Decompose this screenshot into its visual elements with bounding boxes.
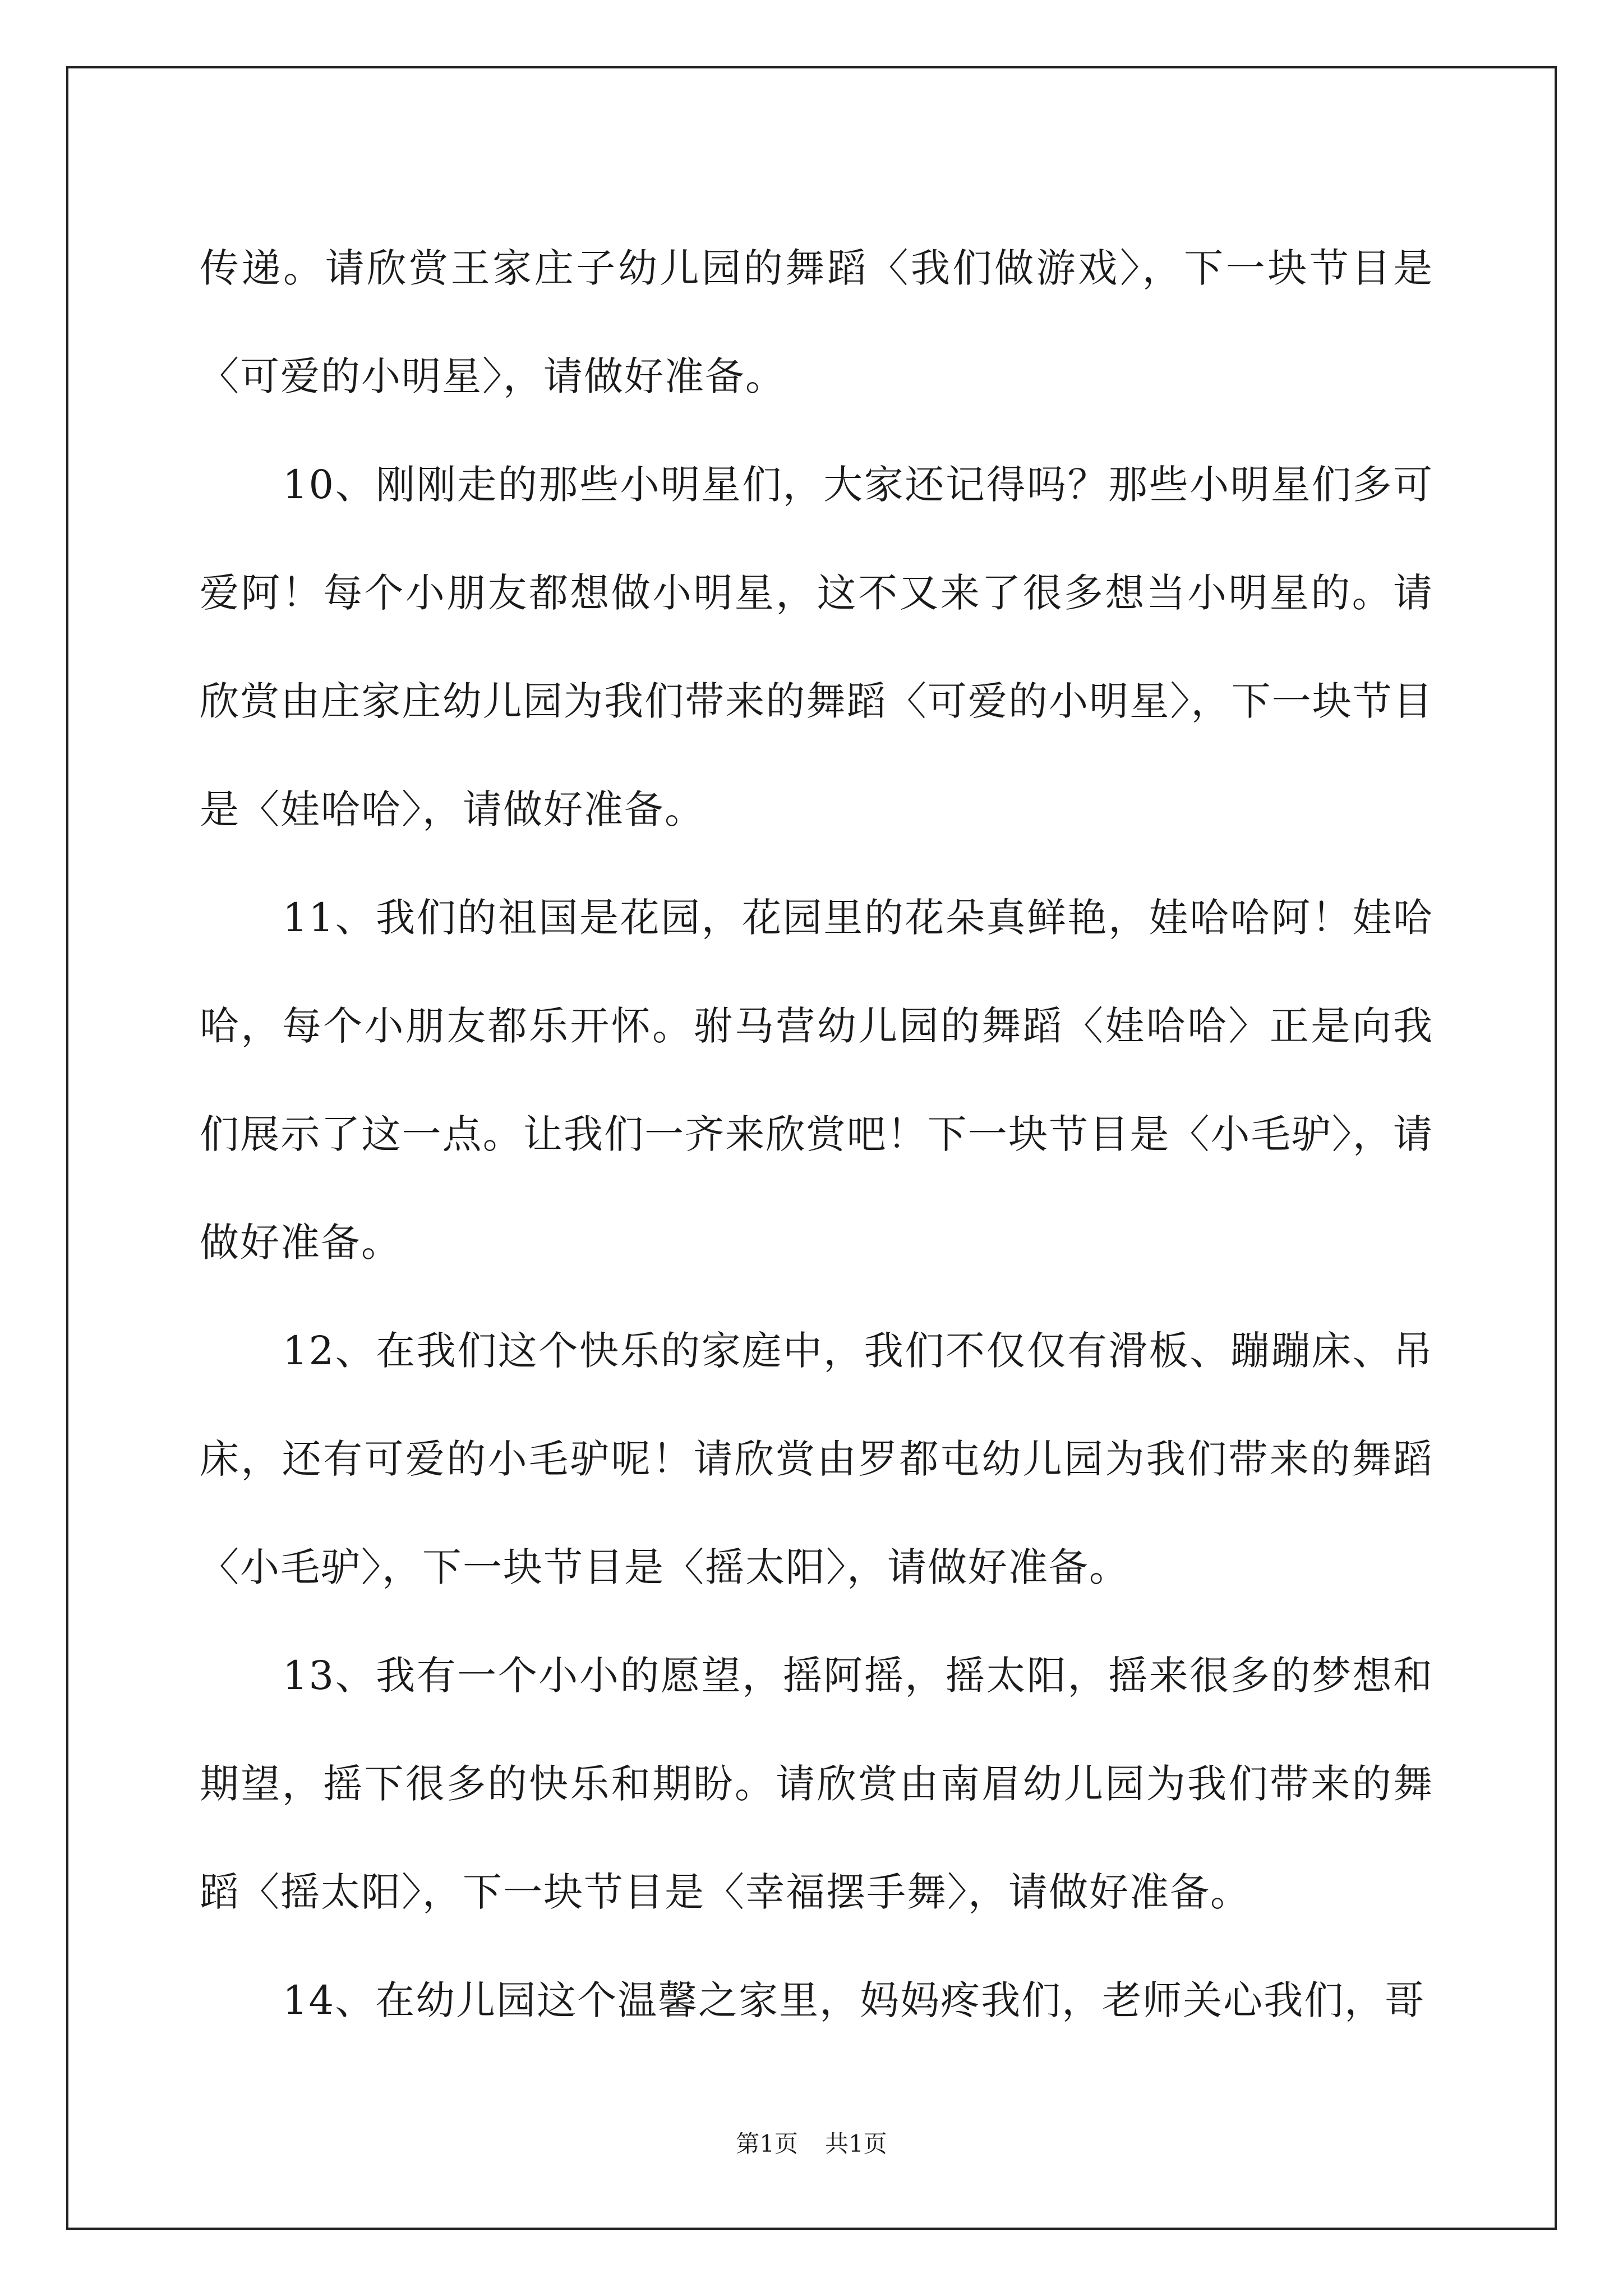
paragraph: 12、在我们这个快乐的家庭中，我们不仅仅有滑板、蹦蹦床、吊床，还有可爱的小毛驴呢！请欣赏由罗都屯幼儿园为我们带来的舞蹈〈小毛驴〉，下一块节目是〈摇太阳〉，请做好准备。 (200, 1328, 1433, 1590)
page-footer (0, 2127, 1623, 2161)
page-number-current: 第1页 (736, 2130, 798, 2157)
paragraph: 11、我们的祖国是花园，花园里的花朵真鲜艳，娃哈哈阿！娃哈哈，每个小朋友都乐开怀。驸马营幼儿园的舞蹈〈娃哈哈〉正是向我们展示了这一点。让我们一齐来欣赏吧！下一块节目是〈小毛驴〉，请做好准备。 (200, 895, 1433, 1266)
paragraph: 传递。请欣赏王家庄子幼儿园的舞蹈〈我们做游戏〉，下一块节目是〈可爱的小明星〉，请做好准备。 (200, 245, 1433, 399)
page-number-total: 共1页 (825, 2130, 887, 2157)
paragraph: 10、刚刚走的那些小明星们，大家还记得吗？那些小明星们多可爱阿！每个小朋友都想做小明星，这不又来了很多想当小明星的。请欣赏由庄家庄幼儿园为我们带来的舞蹈〈可爱的小明星〉，下一块节目是〈娃哈哈〉，请做好准备。 (200, 462, 1433, 832)
paragraph: 14、在幼儿园这个温馨之家里，妈妈疼我们，老师关心我们，哥 (283, 1977, 1426, 2023)
paragraph: 13、我有一个小小的愿望，摇阿摇，摇太阳，摇来很多的梦想和期望，摇下很多的快乐和期盼。请欣赏由南眉幼儿园为我们带来的舞蹈〈摇太阳〉，下一块节目是〈幸福摆手舞〉，请做好准备。 (200, 1653, 1433, 1915)
document-body (200, 214, 1433, 2055)
